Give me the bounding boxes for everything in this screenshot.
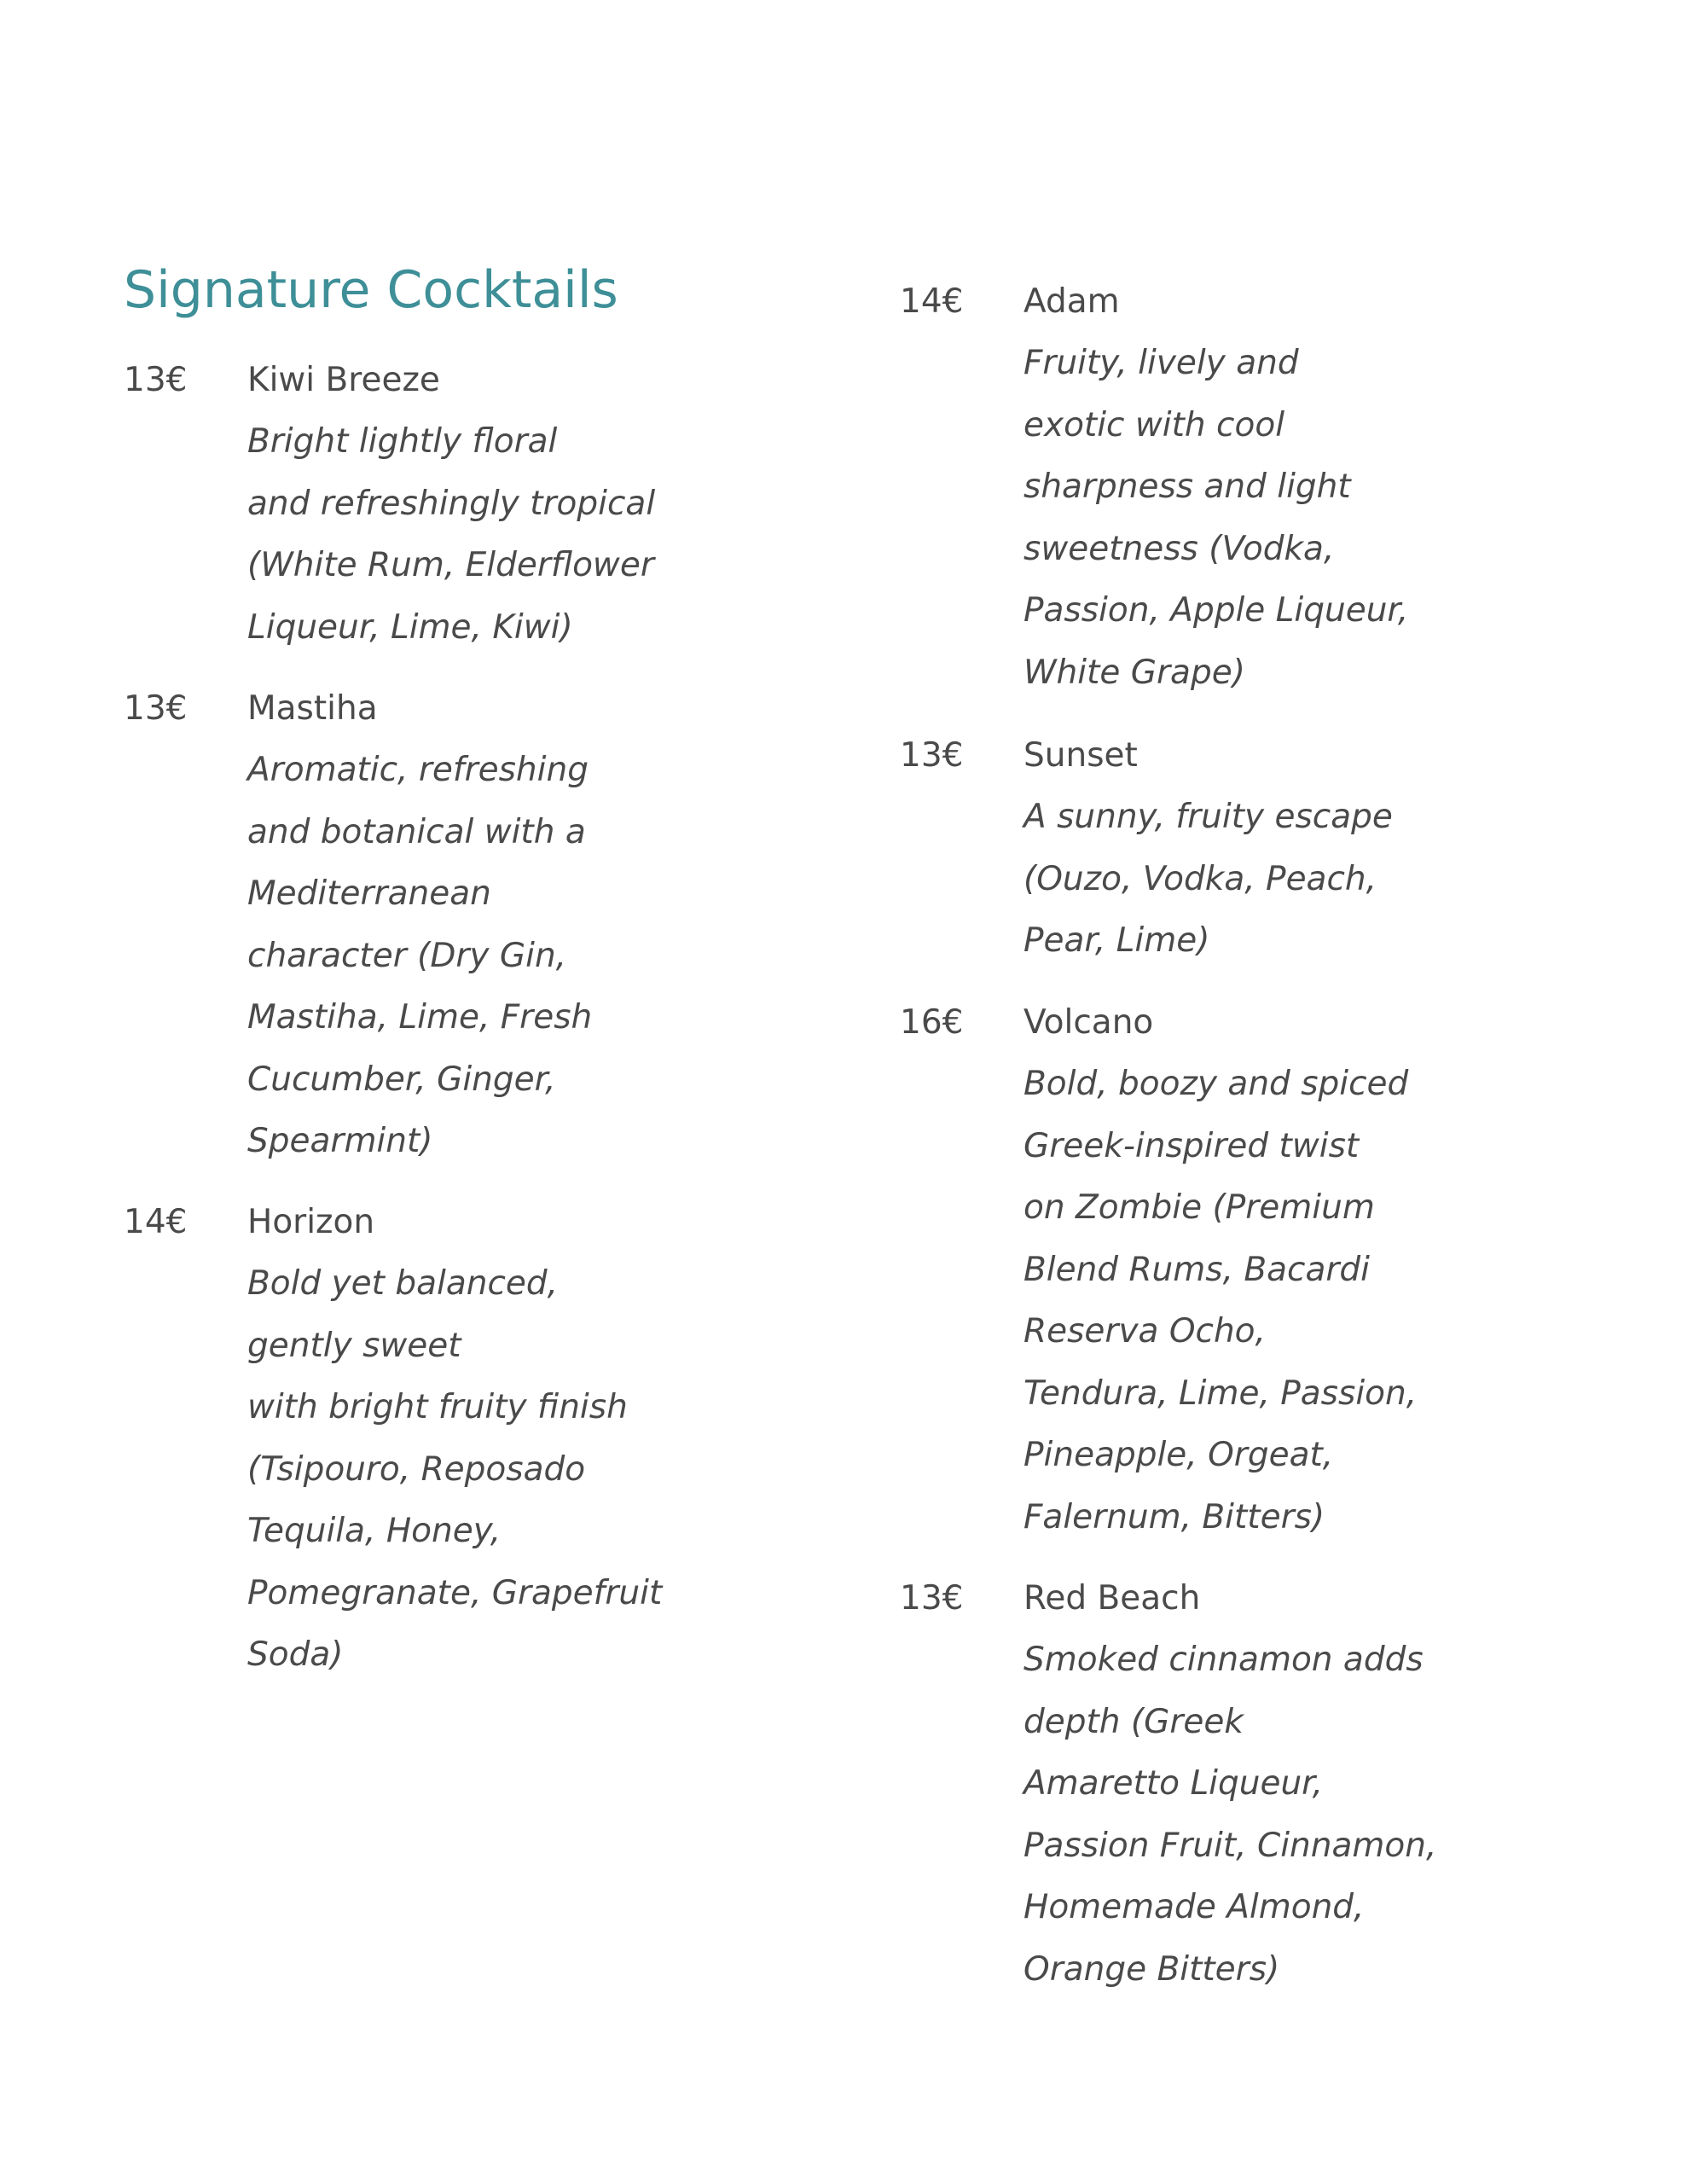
item-name: Mastiha (247, 689, 378, 728)
item-description-line: Amaretto Liqueur, (1023, 1764, 1324, 1803)
item-price: 13€ (900, 1579, 964, 1618)
item-description-line: Greek-inspired twist (1023, 1126, 1360, 1165)
item-description-line: (White Rum, Elderflower (247, 546, 654, 584)
item-description-line: on Zombie (Premium (1023, 1188, 1375, 1227)
item-price: 14€ (900, 282, 964, 321)
item-description-line: sweetness (Vodka, (1023, 529, 1335, 568)
item-description-line: Passion, Apple Liqueur, (1023, 591, 1409, 630)
item-price: 16€ (900, 1003, 964, 1042)
item-description-line: Pomegranate, Grapefruit (247, 1573, 663, 1612)
item-name: Volcano (1023, 1003, 1154, 1042)
item-body (1023, 725, 1518, 973)
item-description-line: Tequila, Honey, (247, 1512, 502, 1550)
item-description-line: Fruity, lively and (1023, 344, 1299, 382)
item-body (1023, 992, 1518, 1548)
item-description-line: (Tsipouro, Reposado (247, 1449, 586, 1489)
item-description-line: and botanical with a (247, 812, 586, 851)
item-description-line: A sunny, fruity escape (1023, 798, 1393, 836)
item-description-line: Homemade Almond, (1023, 1888, 1365, 1926)
item-description-line: exotic with cool (1023, 405, 1285, 444)
item-description-line: Bold yet balanced, (247, 1264, 559, 1303)
item-description-line: Spearmint) (247, 1122, 433, 1160)
page-title: Signature Cocktails (124, 260, 618, 320)
item-description-line: and refreshingly tropical (247, 484, 656, 523)
item-price: 13€ (900, 736, 964, 775)
item-description-line: depth (Greek (1023, 1702, 1244, 1741)
item-description-line: Mastiha, Lime, Fresh (247, 998, 593, 1037)
item-body (1023, 271, 1518, 704)
item-description-line: Cucumber, Ginger, (247, 1060, 556, 1099)
item-name: Adam (1023, 282, 1120, 321)
item-description-line: with bright fruity finish (247, 1388, 628, 1426)
item-name: Sunset (1023, 736, 1138, 775)
item-description-line: Pear, Lime) (1023, 921, 1210, 960)
item-description-line: Smoked cinnamon adds (1023, 1641, 1424, 1679)
item-description-line: Liqueur, Lime, Kiwi) (247, 607, 573, 647)
item-price: 13€ (124, 689, 188, 728)
item-description-line: (Ouzo, Vodka, Peach, (1023, 859, 1377, 898)
item-description-line: gently sweet (247, 1326, 461, 1365)
item-description-line: Pineapple, Orgeat, (1023, 1436, 1334, 1474)
item-name: Horizon (247, 1203, 375, 1241)
item-description-line: Blend Rums, Bacardi (1023, 1250, 1370, 1289)
item-description-line: Passion Fruit, Cinnamon, (1023, 1826, 1437, 1865)
item-description-line: Orange Bitters) (1023, 1949, 1280, 1989)
item-body (1023, 1568, 1518, 2001)
item-description-line: White Grape) (1023, 653, 1245, 692)
item-price: 14€ (124, 1203, 188, 1241)
item-price: 13€ (124, 361, 188, 399)
item-description-line: Bold, boozy and spiced (1023, 1065, 1409, 1103)
item-name: Red Beach (1023, 1579, 1201, 1618)
item-description-line: Falernum, Bitters) (1023, 1497, 1325, 1536)
item-description-line: Tendura, Lime, Passion, (1023, 1374, 1418, 1413)
item-description-line: sharpness and light (1023, 468, 1351, 506)
item-name: Kiwi Breeze (247, 361, 440, 399)
item-body (247, 350, 742, 659)
item-body (247, 678, 742, 1173)
item-description-line: Soda) (247, 1635, 344, 1674)
item-body (247, 1192, 742, 1687)
item-description-line: Reserva Ocho, (1023, 1312, 1266, 1350)
item-description-line: Aromatic, refreshing (247, 751, 589, 789)
item-description-line: Mediterranean (247, 874, 491, 913)
item-description-line: Bright lightly floral (247, 422, 558, 461)
item-description-line: character (Dry Gin, (247, 936, 567, 975)
